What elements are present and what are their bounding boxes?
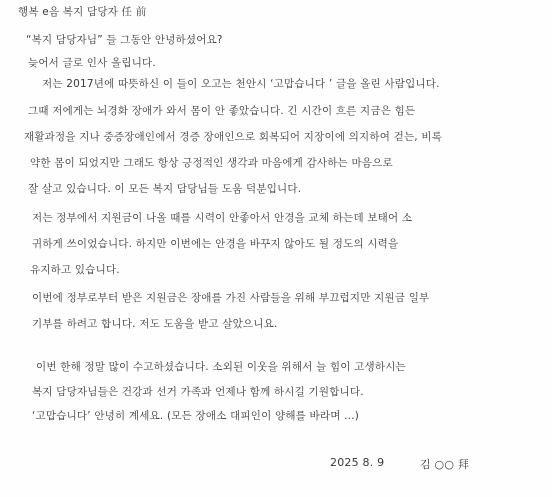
letter-greeting: “복지 담당자님” 들 그동안 안녕하셨어요? [26, 34, 223, 46]
paragraph-1-line-1: 저는 2017년에 따뜻하신 이 들이 오고는 천안시 ‘고맙습니다 ’ 글을 올린 사람입니다. [42, 78, 440, 90]
paragraph-3-line-1: 이번에 정부로부터 받은 지원금은 장애를 가진 사람들을 위해 부끄럽지만 지원금 일부 [32, 292, 430, 304]
paragraph-1-line-4: 약한 몸이 되었지만 그래도 항상 긍정적인 생각과 마음에게 감사하는 마음으로 [30, 157, 393, 169]
paragraph-1-line-3: 재활과정을 지나 중증장애인에서 경증 장애인으로 회복되어 지장이에 의지하여 걷는, 비록 [24, 131, 443, 143]
letter-intro: 늦어서 글로 인사 올립니다. [28, 57, 156, 69]
paragraph-2-line-1: 저는 정부에서 지원금이 나올 때를 시력이 안좋아서 안경을 교체 하는데 보태어 소 [32, 212, 413, 224]
paragraph-3-line-2: 기부를 하려고 합니다. 저도 도움을 받고 살았으니요. [32, 318, 278, 330]
paragraph-1-line-2: 그때 저에게는 뇌경화 장애가 와서 몸이 안 좋았습니다. 긴 시간이 흐른 지금은 힘든 [28, 105, 416, 117]
letter-signature: 김 ○○ 拜 [420, 458, 470, 471]
paragraph-2-line-3: 유지하고 있습니다. [30, 264, 120, 276]
paragraph-4-line-2: 복지 담당자님들은 건강과 선거 가족과 언제나 함께 하시길 기원합니다. [32, 386, 364, 398]
paragraph-4-line-3: ‘고맙습니다’ 안녕히 계세요. (모든 장애소 대피인이 양해를 바라며 ...) [32, 410, 360, 422]
paragraph-4-line-1: 이번 한해 정말 많이 수고하셨습니다. 소외된 이웃을 위해서 늘 힘이 고생하시는 [36, 361, 406, 373]
paragraph-1-line-5: 잘 살고 있습니다. 이 모든 복지 담당님들 도움 덕분입니다. [28, 183, 302, 195]
letter-date: 2025 8. 9 [330, 456, 385, 469]
letter-title: 행복 e음 복지 담당자 任 前 [18, 6, 147, 18]
paragraph-2-line-2: 귀하게 쓰이었습니다. 하지만 이번에는 안경을 바꾸지 않아도 될 정도의 시력을 [32, 238, 399, 250]
